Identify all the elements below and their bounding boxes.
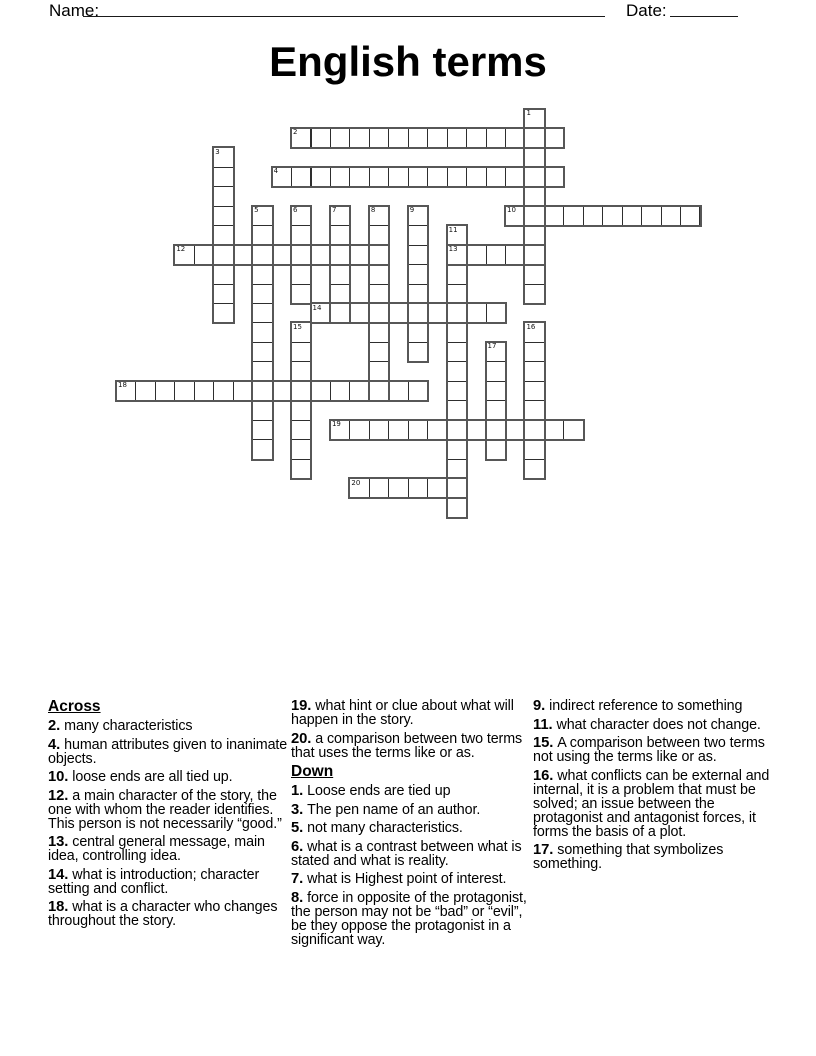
cell-number-16: 16 (526, 322, 536, 331)
clue-number: 6. (291, 838, 308, 855)
grid-cell (544, 420, 564, 440)
grid-cell (349, 245, 369, 265)
grid-cell (252, 303, 272, 323)
clue-number: 16. (533, 767, 558, 784)
cell-number-6: 6 (293, 206, 298, 215)
grid-cell (447, 264, 467, 284)
grid-cell (408, 284, 428, 304)
grid-cell (388, 128, 408, 148)
grid-cell (680, 206, 700, 226)
grid-cell (213, 167, 233, 187)
grid-cell (369, 420, 389, 440)
grid-cell (388, 303, 408, 323)
grid-cell (447, 439, 467, 459)
grid-cell (427, 167, 447, 187)
clue-7: 7. what is Highest point of interest. (291, 871, 507, 887)
grid-cell (330, 284, 350, 304)
clue-14: 14. what is introduction; character setting and conflict. (48, 866, 260, 897)
grid-cell (544, 128, 564, 148)
clue-3: 3. The pen name of an author. (291, 801, 481, 818)
cell-number-18: 18 (118, 381, 127, 390)
grid-cell (524, 400, 544, 420)
grid-cell (524, 225, 544, 245)
grid-cell (408, 381, 428, 401)
grid-cell (408, 478, 428, 498)
grid-cell (213, 381, 233, 401)
grid-cell (524, 284, 544, 304)
grid-cell (524, 420, 544, 440)
clue-number: 12. (48, 787, 73, 804)
grid-cell (330, 167, 350, 187)
grid-cell (388, 381, 408, 401)
clue-15: 15. A comparison between two terms not using the terms like or as. (533, 735, 765, 765)
grid-cell (291, 420, 311, 440)
clue-number: 7. (291, 871, 308, 887)
grid-cell (524, 342, 544, 362)
grid-cell (583, 206, 603, 226)
grid-cell (291, 361, 311, 381)
grid-cell (369, 225, 389, 245)
grid-cell (466, 303, 486, 323)
grid-cell (291, 381, 311, 401)
grid-cell (311, 128, 331, 148)
clue-17: 17. something that symbolizes something. (533, 842, 724, 872)
clue-number: 1. (291, 783, 308, 799)
cell-number-9: 9 (409, 206, 415, 215)
clue-number: 18. (48, 899, 73, 915)
grid-cell (427, 478, 447, 498)
grid-cell (466, 167, 486, 187)
grid-cell (369, 381, 389, 401)
grid-cell (524, 186, 544, 206)
grid-cell (544, 206, 564, 226)
grid-cell (272, 245, 292, 265)
grid-cell (524, 381, 544, 401)
grid-cell (252, 284, 272, 304)
cell-number-15: 15 (293, 322, 302, 331)
clue-16: 16. what conflicts can be external and internal, it is a problem that must be solved; an issue between the protagonist and antagonist forces, it forms the basis of a plot. (533, 767, 770, 840)
grid-cell (369, 167, 389, 187)
clue-number: 10. (48, 769, 73, 785)
grid-cell (291, 245, 311, 265)
cell-number-11: 11 (448, 225, 458, 234)
grid-cell (447, 167, 467, 187)
clue-number: 8. (291, 889, 308, 906)
grid-cell (447, 128, 467, 148)
cell-number-8: 8 (370, 206, 376, 215)
date-label: Date: (626, 1, 667, 20)
grid-cell (349, 303, 369, 323)
grid-cell (252, 400, 272, 420)
clue-number: 13. (48, 834, 73, 850)
cell-number-7: 7 (331, 206, 337, 215)
grid-cell (252, 361, 272, 381)
grid-cell (524, 245, 544, 265)
grid-cell (194, 245, 214, 265)
grid-cell (486, 303, 506, 323)
grid-cell (602, 206, 622, 226)
grid-cell (447, 420, 467, 440)
grid-cell (447, 498, 467, 518)
grid-cell (291, 439, 311, 459)
grid-cell (524, 439, 544, 459)
grid-cell (252, 264, 272, 284)
grid-cell (408, 128, 428, 148)
grid-cell (369, 322, 389, 342)
cell-number-19: 19 (331, 420, 341, 429)
grid-cell (291, 167, 311, 187)
clue-number: 14. (48, 866, 73, 883)
clue-18: 18. what is a character who changes throughout the story. (48, 899, 278, 929)
cell-number-20: 20 (351, 478, 361, 487)
clue-number: 2. (48, 718, 65, 734)
grid-cell (291, 225, 311, 245)
clue-number: 3. (291, 801, 308, 818)
clue-20: 20. a comparison between two terms that uses the terms like or as. (291, 730, 523, 761)
grid-cell (194, 381, 214, 401)
grid-cell (330, 245, 350, 265)
grid-cell (408, 245, 428, 265)
grid-cell (252, 342, 272, 362)
clues-column-3 (533, 699, 776, 876)
cell-number-10: 10 (507, 206, 516, 215)
clue-11: 11. what character does not change. (533, 716, 761, 733)
grid-cell (349, 167, 369, 187)
grid-cell (330, 381, 350, 401)
grid-cell (622, 206, 642, 226)
grid-cell (524, 147, 544, 167)
grid-cell (252, 439, 272, 459)
grid-cell (505, 420, 525, 440)
grid-cell (447, 303, 467, 323)
clue-9: 9. indirect reference to something (533, 698, 743, 714)
grid-cell (291, 284, 311, 304)
clue-5: 5. not many characteristics. (291, 820, 463, 836)
cell-number-5: 5 (254, 206, 259, 215)
clue-number: 11. (533, 716, 557, 733)
grid-cell (330, 128, 350, 148)
grid-cell (447, 400, 467, 420)
cell-number-14: 14 (312, 303, 322, 312)
grid-cell (369, 264, 389, 284)
grid-cell (233, 381, 253, 401)
grid-cell (447, 284, 467, 304)
grid-cell (369, 303, 389, 323)
grid-cell (369, 245, 389, 265)
grid-cell (486, 381, 506, 401)
grid-cell (388, 478, 408, 498)
grid-cell (505, 167, 525, 187)
grid-cell (349, 128, 369, 148)
grid-cell (486, 400, 506, 420)
grid-cell (291, 264, 311, 284)
cell-number-4: 4 (273, 167, 279, 176)
grid-cell (408, 303, 428, 323)
grid-cell (427, 303, 447, 323)
grid-cell (544, 167, 564, 187)
cell-number-3: 3 (215, 147, 220, 156)
grid-cell (505, 128, 525, 148)
grid-cell (447, 459, 467, 479)
grid-cell (388, 167, 408, 187)
grid-cell (486, 245, 506, 265)
grid-cell (466, 245, 486, 265)
grid-cell (524, 128, 544, 148)
grid-cell (427, 420, 447, 440)
grid-cell (447, 322, 467, 342)
grid-cell (563, 420, 583, 440)
grid-cell (524, 459, 544, 479)
grid-cell (486, 128, 506, 148)
clue-number: 20. (291, 730, 316, 747)
worksheet-title: English terms (269, 38, 547, 85)
grid-cell (486, 167, 506, 187)
grid-cell (466, 128, 486, 148)
grid-cell (524, 206, 544, 226)
cell-number-17: 17 (487, 342, 497, 351)
grid-cell (311, 381, 331, 401)
clue-12: 12. a main character of the story, the one with whom the reader identifies. This person is not necessarily “good.” (48, 787, 282, 832)
grid-cell (252, 245, 272, 265)
clue-1: 1. Loose ends are tied up (291, 783, 451, 799)
clue-6: 6. what is a contrast between what is stated and what is reality. (291, 838, 522, 869)
grid-cell (252, 322, 272, 342)
grid-cell (369, 478, 389, 498)
grid-cell (291, 400, 311, 420)
grid-cell (641, 206, 661, 226)
grid-cell (563, 206, 583, 226)
grid-cell (447, 342, 467, 362)
grid-cell (505, 245, 525, 265)
clue-number: 15. (533, 735, 558, 751)
name-label: Name: (49, 1, 100, 20)
grid-cell (252, 420, 272, 440)
grid-cell (369, 284, 389, 304)
clue-10: 10. loose ends are all tied up. (48, 769, 233, 785)
grid-cell (524, 167, 544, 187)
grid-cell (408, 322, 428, 342)
clues-column-1 (48, 699, 291, 933)
grid-cell (233, 245, 253, 265)
grid-cell (291, 459, 311, 479)
grid-cell (135, 381, 155, 401)
clues-across-header: Across (48, 698, 101, 715)
grid-cell (349, 420, 369, 440)
cell-number-12: 12 (176, 245, 186, 254)
grid-cell (369, 342, 389, 362)
clue-number: 4. (48, 736, 65, 753)
grid-cell (447, 381, 467, 401)
grid-cell (661, 206, 681, 226)
grid-cell (408, 167, 428, 187)
cell-number-13: 13 (448, 245, 458, 254)
grid-cell (388, 420, 408, 440)
grid-cell (174, 381, 194, 401)
clue-number: 9. (533, 698, 550, 714)
clue-8: 8. force in opposite of the protagonist, the person may not be “bad” or “evil”, be they oppose the protagonist in a significant way. (291, 889, 527, 948)
grid-cell (408, 264, 428, 284)
grid-cell (330, 303, 350, 323)
clue-19: 19. what hint or clue about what will happen in the story. (291, 698, 514, 728)
grid-cell (252, 381, 272, 401)
grid-cell (330, 225, 350, 245)
clue-2: 2. many characteristics (48, 718, 193, 734)
grid-cell (524, 361, 544, 381)
grid-cell (408, 225, 428, 245)
grid-cell (291, 342, 311, 362)
clue-number: 17. (533, 842, 558, 858)
grid-cell (311, 167, 331, 187)
grid-cell (447, 478, 467, 498)
grid-cell (330, 264, 350, 284)
grid-cell (486, 439, 506, 459)
clue-13: 13. central general message, main idea, controlling idea. (48, 834, 265, 864)
grid-cell (524, 264, 544, 284)
clue-4: 4. human attributes given to inanimate objects. (48, 736, 288, 767)
grid-cell (486, 361, 506, 381)
cell-number-1: 1 (526, 109, 531, 117)
grid-cell (213, 206, 233, 226)
grid-cell (213, 245, 233, 265)
grid-cell (272, 381, 292, 401)
grid-cell (349, 381, 369, 401)
grid-cell (369, 128, 389, 148)
grid-cell (213, 186, 233, 206)
clue-number: 19. (291, 698, 316, 714)
clues-column-2 (291, 699, 534, 951)
grid-cell (408, 342, 428, 362)
grid-cell (213, 303, 233, 323)
cell-number-2: 2 (293, 128, 298, 137)
grid-cell (213, 284, 233, 304)
grid-cell (155, 381, 175, 401)
grid-cell (447, 361, 467, 381)
grid-cell (427, 128, 447, 148)
grid-cell (408, 420, 428, 440)
grid-cell (213, 225, 233, 245)
grid-cell (311, 245, 331, 265)
grid-cell (369, 361, 389, 381)
grid-cell (486, 420, 506, 440)
grid-cell (466, 420, 486, 440)
clue-number: 5. (291, 820, 308, 836)
grid-cell (252, 225, 272, 245)
grid-cell (213, 264, 233, 284)
clues-down-header: Down (291, 763, 334, 780)
